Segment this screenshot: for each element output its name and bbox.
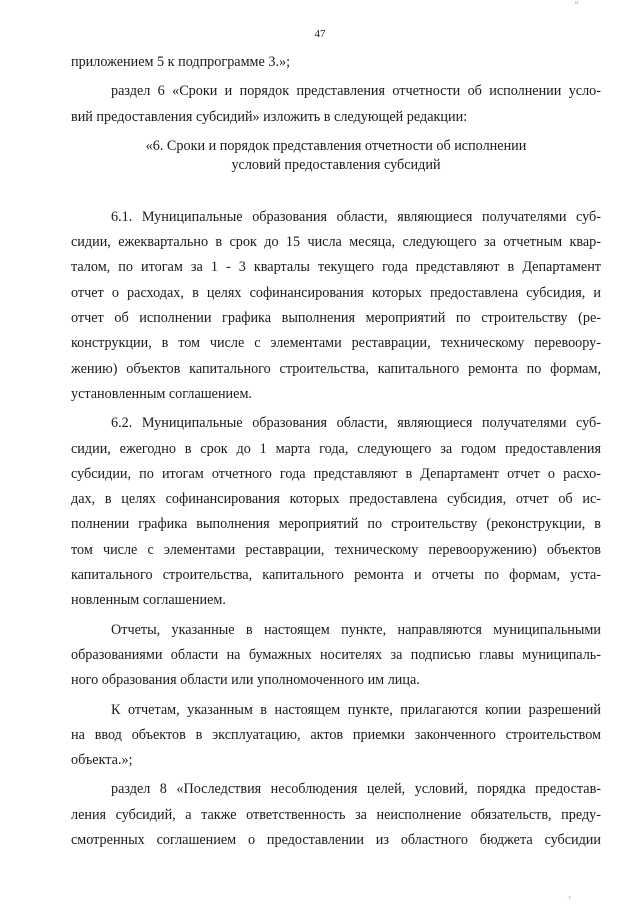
text-line: отчет о расходах, в целях софинансирования которых предоставлена субсидия, и	[71, 284, 601, 301]
text-line: объекта.»;	[71, 752, 133, 769]
text-line: дах, в целях софинансирования которых предоставлена субсидия, отчет об ис-	[71, 491, 601, 508]
text-line: установленным соглашением.	[71, 385, 252, 402]
text-line: полнении графика выполнения мероприятий по строительству (реконструкции, в	[71, 516, 601, 533]
text-line: ного образования области или уполномоченного им лица.	[71, 672, 420, 689]
text-line: отчет об исполнении графика выполнения мероприятий по строительству (ре-	[71, 310, 601, 327]
text-line: сидии, ежегодно в срок до 1 марта года, следующего за годом предоставления	[71, 440, 601, 457]
text-line: вий предоставления субсидий» изложить в следующей редакции:	[71, 108, 468, 125]
text-line: конструкции, в том числе с элементами реставрации, техническому перевоору-	[71, 335, 601, 352]
text-line: Отчеты, указанные в настоящем пункте, направляются муниципальными	[111, 621, 601, 638]
document-body	[71, 50, 601, 853]
text-line: том числе с элементами реставрации, техническому перевооружению) объектов	[71, 541, 601, 558]
text-line: раздел 6 «Сроки и порядок представления отчетности об исполнении усло-	[111, 83, 601, 100]
text-line: К отчетам, указанным в настоящем пункте, прилагаются копии разрешений	[111, 701, 601, 718]
text-line: на ввод объектов в эксплуатацию, актов приемки законченного строительством	[71, 726, 601, 743]
text-line: образованиями области на бумажных носителях за подписью главы муниципаль-	[71, 646, 601, 663]
section-heading: условий предоставления субсидий	[231, 157, 441, 174]
section-heading: «6. Сроки и порядок представления отчетности об исполнении	[145, 137, 527, 154]
text-line: капитального строительства, капитального ремонта и отчеты по формам, уста-	[71, 567, 601, 584]
scan-corner-mark: ıı	[575, 0, 579, 6]
text-line: талом, по итогам за 1 - 3 кварталы текущего года представляют в Департамент	[71, 259, 601, 276]
text-line: 6.2. Муниципальные образования области, являющиеся получателями суб-	[111, 415, 601, 432]
text-line: смотренных соглашением о предоставлении из областного бюджета субсидии	[71, 832, 601, 849]
text-line: раздел 8 «Последствия несоблюдения целей, условий, порядка предостав-	[111, 781, 601, 798]
text-line: жению) объектов капитального строительства, капитального ремонта по формам,	[71, 360, 601, 377]
text-line: новленным соглашением.	[71, 592, 226, 609]
text-line: субсидии, по итогам отчетного года представляют в Департамент отчет о расхо-	[71, 465, 601, 482]
text-line: приложением 5 к подпрограмме 3.»;	[71, 54, 291, 70]
text-line: 6.1. Муниципальные образования области, являющиеся получателями суб-	[111, 208, 601, 225]
text-line: ления субсидий, а также ответственность за неисполнение обязательств, преду-	[71, 806, 601, 823]
page-number: 47	[314, 28, 326, 40]
scan-corner-mark: ·ı	[567, 895, 571, 901]
text-line: сидии, ежеквартально в срок до 15 числа месяца, следующего за отчетным квар-	[71, 234, 601, 251]
